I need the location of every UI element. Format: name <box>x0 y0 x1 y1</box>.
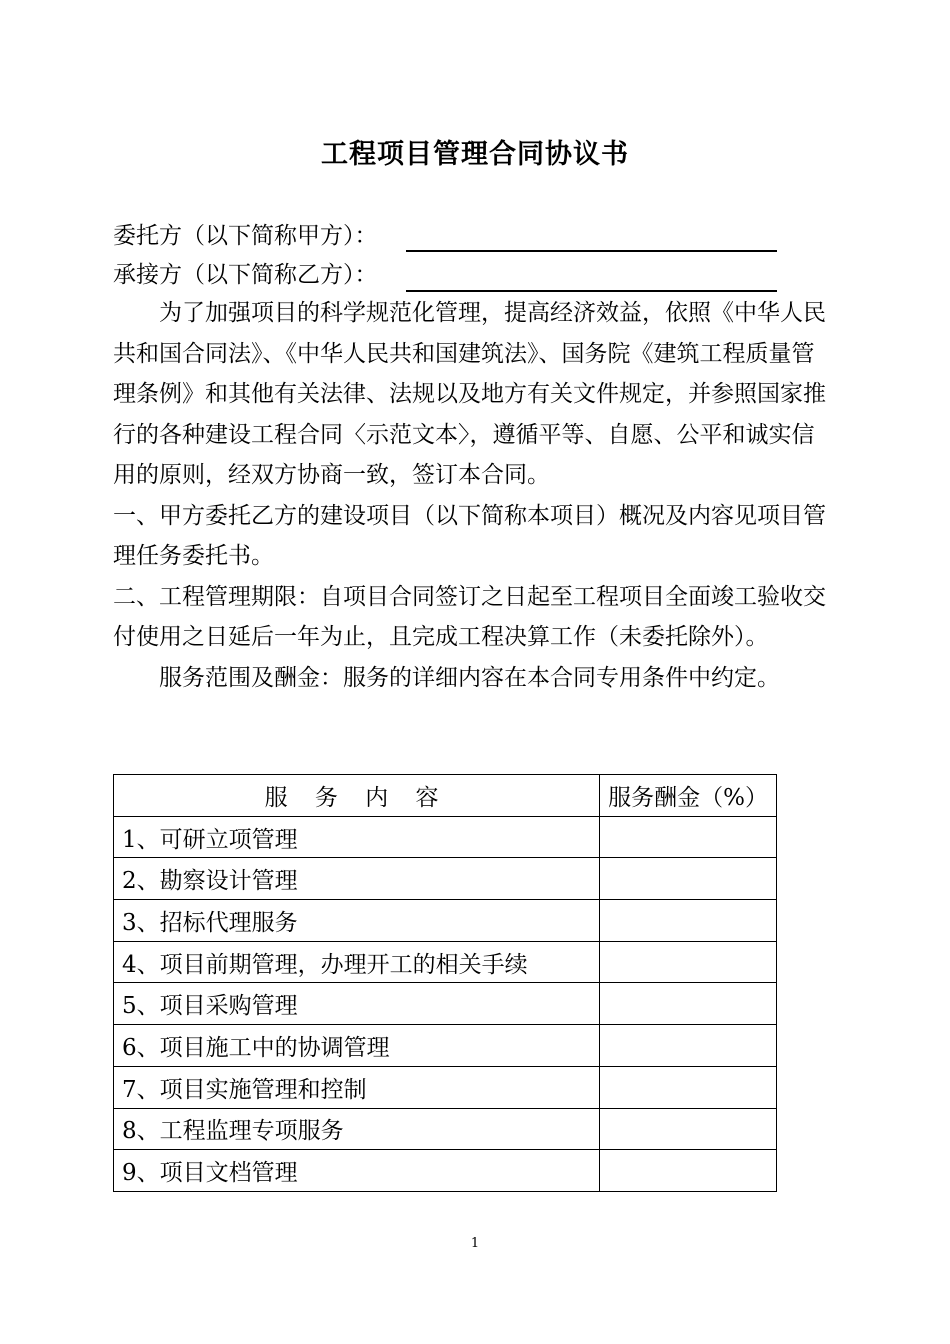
table-row <box>114 816 777 858</box>
table-row <box>114 1025 777 1067</box>
service-content-cell: 7、项目实施管理和控制 <box>114 1066 600 1108</box>
service-fee-cell[interactable] <box>600 1108 777 1150</box>
table-row <box>114 941 777 983</box>
document-title: 工程项目管理合同协议书 <box>321 139 629 170</box>
service-fee-cell[interactable] <box>600 816 777 858</box>
service-fee-cell[interactable] <box>600 1066 777 1108</box>
service-fee-cell[interactable] <box>600 1025 777 1067</box>
service-content-cell: 5、项目采购管理 <box>114 983 600 1025</box>
table-row <box>114 900 777 942</box>
preamble-paragraph: 为了加强项目的科学规范化管理，提高经济效益，依照《中华人民共和国合同法》、《中华人民共和国建筑法》、国务院《建筑工程质量管理条例》和其他有关法律、法规以及地方有关文件规定，并参照国家推行的各种建设工程合同〈示范文本〉，遵循平等、自愿、公平和诚实信用的原则，经双方协商一致，签订本合同。 <box>113 300 826 488</box>
clause-one: 一、甲方委托乙方的建设项目（以下简称本项目）概况及内容见项目管理任务委托书。 <box>113 502 826 569</box>
party-a-label: 委托方（以下简称甲方）： <box>113 223 378 249</box>
service-content-cell: 9、项目文档管理 <box>114 1150 600 1192</box>
service-content-cell: 3、招标代理服务 <box>114 900 600 942</box>
page-number: 1 <box>470 1236 480 1251</box>
service-fee-cell[interactable] <box>600 983 777 1025</box>
header-service-fee: 服务酬金（%） <box>600 775 777 817</box>
service-content-cell: 2、勘察设计管理 <box>114 858 600 900</box>
service-fee-table <box>113 774 777 1192</box>
service-fee-cell[interactable] <box>600 900 777 942</box>
table-row <box>114 983 777 1025</box>
service-content-cell: 8、工程监理专项服务 <box>114 1108 600 1150</box>
party-b-label: 承接方（以下简称乙方）： <box>113 262 378 288</box>
table-row <box>114 1066 777 1108</box>
table-row <box>114 1108 777 1150</box>
table-row <box>114 1150 777 1192</box>
service-fee-cell[interactable] <box>600 941 777 983</box>
table-header-row <box>114 775 777 817</box>
party-b-signature-line[interactable] <box>406 290 777 292</box>
service-scope-paragraph: 服务范围及酬金：服务的详细内容在本合同专用条件中约定。 <box>159 664 780 691</box>
contract-body <box>113 293 833 698</box>
service-fee-cell[interactable] <box>600 858 777 900</box>
service-content-cell: 6、项目施工中的协调管理 <box>114 1025 600 1067</box>
service-content-cell: 1、可研立项管理 <box>114 816 600 858</box>
party-a-signature-line[interactable] <box>406 250 777 252</box>
table-row <box>114 858 777 900</box>
clause-two: 二、工程管理期限：自项目合同签订之日起至工程项目全面竣工验收交付使用之日延后一年为止，且完成工程决算工作（未委托除外）。 <box>113 583 826 650</box>
service-content-cell: 4、项目前期管理，办理开工的相关手续 <box>114 941 600 983</box>
service-fee-cell[interactable] <box>600 1150 777 1192</box>
header-service-content: 服 务 内 容 <box>114 775 600 817</box>
